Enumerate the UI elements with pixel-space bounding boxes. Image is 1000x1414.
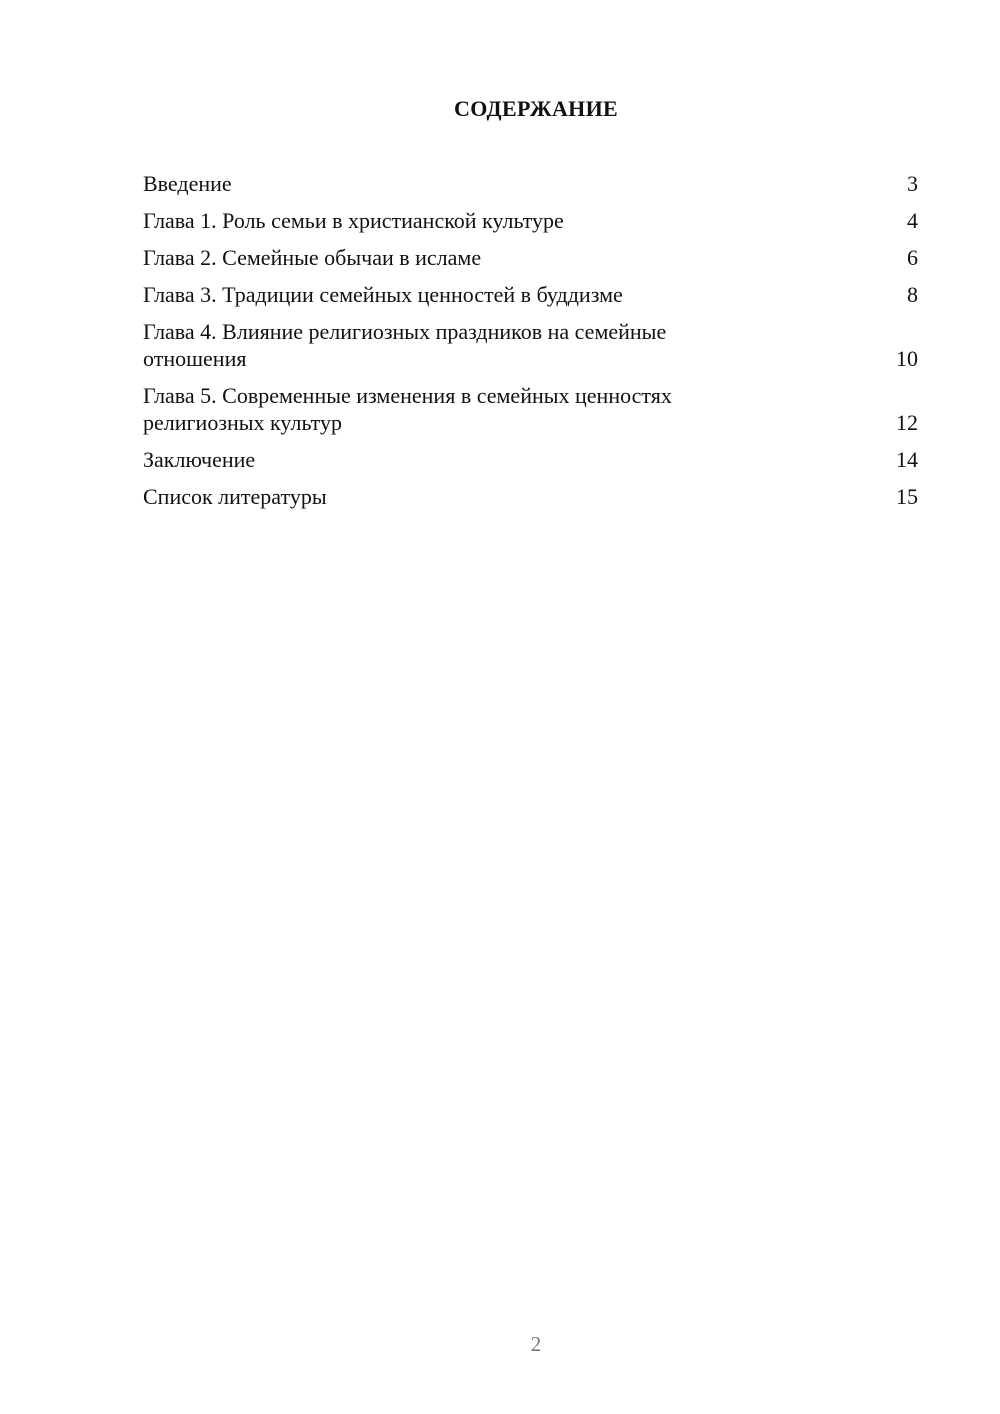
toc-entry-page: 6 [907, 245, 918, 270]
page-number: 2 [530, 1332, 542, 1356]
toc-entry [143, 170, 918, 197]
toc-entry-page: 4 [907, 208, 918, 233]
toc-entry [143, 318, 918, 372]
toc-entry-page: 15 [896, 484, 918, 509]
toc-entry [143, 483, 918, 510]
toc-entry-page: 8 [907, 282, 918, 307]
toc-entry-title: Глава 4. Влияние религиозных праздников на семейные отношения [143, 319, 667, 371]
toc-entry [143, 382, 918, 436]
toc-entry [143, 207, 918, 234]
toc-entry-title: Список литературы [143, 484, 327, 509]
toc-entry-page: 12 [896, 410, 918, 435]
toc-entry-title: Заключение [143, 447, 256, 472]
table-of-contents [143, 170, 918, 520]
toc-entry-title: Глава 2. Семейные обычаи в исламе [143, 245, 482, 270]
toc-heading: СОДЕРЖАНИЕ [454, 96, 618, 121]
toc-entry [143, 281, 918, 308]
toc-entry-title: Введение [143, 171, 232, 196]
toc-entry-title: Глава 3. Традиции семейных ценностей в буддизме [143, 282, 623, 307]
toc-entry [143, 244, 918, 271]
toc-entry [143, 446, 918, 473]
toc-entry-title: Глава 1. Роль семьи в христианской культуре [143, 208, 564, 233]
toc-entry-title: Глава 5. Современные изменения в семейных ценностях религиозных культур [143, 383, 672, 435]
toc-entry-page: 3 [907, 171, 918, 196]
toc-entry-page: 14 [896, 447, 918, 472]
toc-entry-page: 10 [896, 346, 918, 371]
